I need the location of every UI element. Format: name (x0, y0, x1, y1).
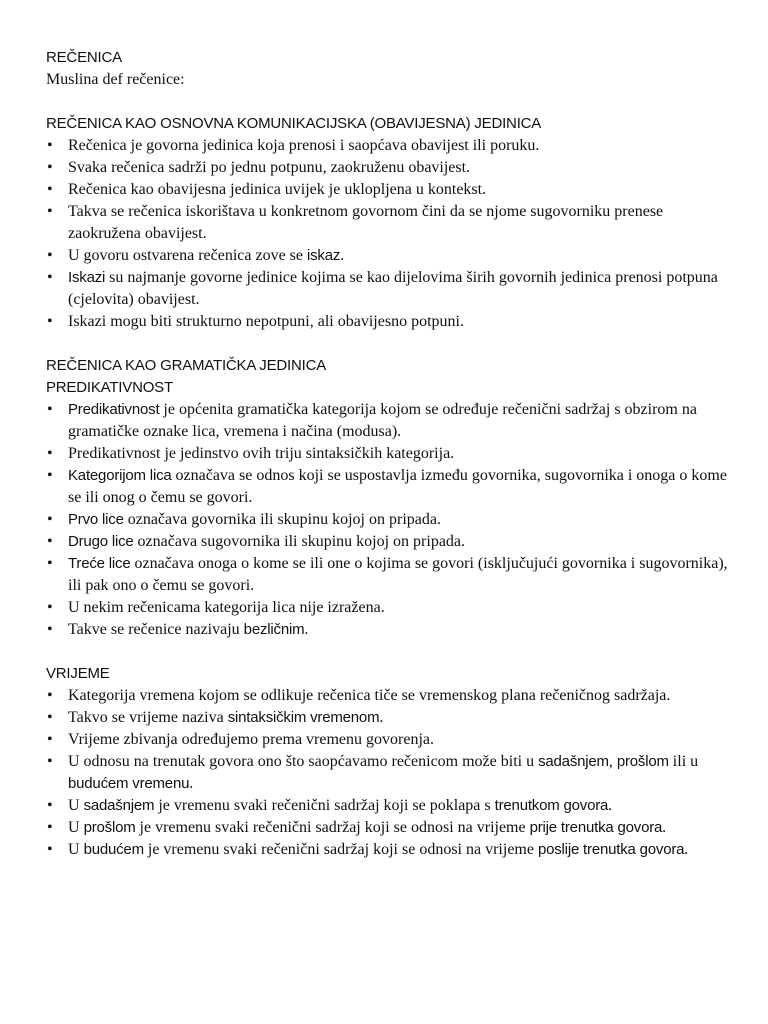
list-item (46, 135, 736, 157)
text-run: Takve se rečenice nazivaju (68, 621, 244, 638)
list-item (46, 795, 736, 817)
text-run: . (379, 709, 384, 726)
text-run: označava sugovornika ili skupinu kojoj on pripada. (133, 533, 466, 550)
text-run: , (608, 753, 617, 770)
bold-term: Predikativnost (68, 401, 160, 418)
text-run: Predikativnost je jedinstvo ovih triju sintaksičkih kategorija. (68, 445, 455, 462)
list-item (46, 201, 736, 245)
list-item (46, 729, 736, 751)
text-run: je vremenu svaki rečenični sadržaj koji se poklapa s (154, 797, 495, 814)
text-run: U govoru ostvarena rečenica zove se (68, 247, 307, 264)
document-page (46, 47, 736, 861)
bold-term: bezličnim (243, 621, 305, 638)
section-heading: REČENICA KAO OSNOVNA KOMUNIKACIJSKA (OBAVIJESNA) JEDINICA (46, 115, 542, 132)
text-run: U (68, 797, 84, 814)
bold-term: budućem (83, 841, 144, 858)
bold-term: poslije trenutka govora (537, 841, 685, 858)
text-run: . (304, 621, 309, 638)
bullet-list (46, 685, 736, 861)
text-run: . (684, 841, 689, 858)
bold-term: sadašnjem (83, 797, 155, 814)
text-run: U odnosu na trenutak govora ono što saopćavamo rečenicom može biti u (68, 753, 539, 770)
bold-term: Kategorijom lica (68, 467, 172, 484)
text-run: označava onoga o kome se ili one o kojima se govori (isključujući govornika i sugovornika), ili pak ono o čemu se govori. (68, 555, 728, 594)
bold-term: iskaz (307, 247, 341, 264)
text-run: . (340, 247, 345, 264)
bold-term: Drugo lice (68, 533, 134, 550)
bullet-list (46, 135, 736, 333)
text-run: . (189, 775, 194, 792)
text-run: Takvo se vrijeme naziva (68, 709, 228, 726)
document-subtitle: Muslina def rečenice: (46, 71, 185, 88)
list-item (46, 553, 736, 597)
text-run: označava se odnos koji se uspostavlja između govornika, sugovornika i onoga o kome se ili onog o čemu se govori. (68, 467, 727, 506)
text-run: je vremenu svaki rečenični sadržaj koji se odnosi na vrijeme (135, 819, 530, 836)
text-run: je vremenu svaki rečenični sadržaj koji se odnosi na vrijeme (143, 841, 538, 858)
text-run: U (68, 819, 84, 836)
list-item (46, 179, 736, 201)
section-heading: VRIJEME (46, 665, 110, 682)
list-item (46, 597, 736, 619)
bold-term: Treće lice (68, 555, 131, 572)
bold-term: prije trenutka govora (529, 819, 663, 836)
list-item (46, 399, 736, 443)
list-item (46, 509, 736, 531)
bold-term: Iskazi (68, 269, 106, 286)
text-run: Rečenica kao obavijesna jedinica uvijek je uklopljena u kontekst. (68, 181, 487, 198)
section-heading: PREDIKATIVNOST (46, 379, 173, 396)
text-run: . (608, 797, 613, 814)
text-run: . (662, 819, 667, 836)
bold-term: Prvo lice (68, 511, 124, 528)
text-run: je općenita gramatička kategorija kojom se određuje rečenični sadržaj s obzirom na gramatičke oznake lica, vremena i načina (modusa). (68, 401, 697, 440)
document-title: REČENICA (46, 49, 122, 66)
section-spacer (46, 641, 736, 663)
bold-term: trenutkom govora (494, 797, 609, 814)
text-run: U (68, 841, 84, 858)
text-run: Iskazi mogu biti strukturno nepotpuni, ali obavijesno potpuni. (68, 313, 464, 330)
bold-term: budućem vremenu (68, 775, 190, 792)
text-run: Vrijeme zbivanja određujemo prema vremenu govorenja. (68, 731, 435, 748)
text-run: ili u (668, 753, 699, 770)
text-run: označava govornika ili skupinu kojoj on pripada. (123, 511, 441, 528)
list-item (46, 707, 736, 729)
bullet-list (46, 399, 736, 641)
list-item (46, 685, 736, 707)
text-run: Kategorija vremena kojom se odlikuje rečenica tiče se vremenskog plana rečeničnog sadržaja. (68, 687, 671, 704)
text-run: Rečenica je govorna jedinica koja prenosi i saopćava obavijest ili poruku. (68, 137, 540, 154)
section-spacer (46, 333, 736, 355)
section (46, 663, 736, 861)
list-item (46, 443, 736, 465)
text-run: su najmanje govorne jedinice kojima se kao dijelovima širih govornih jedinica prenosi potpuna (cjelovita) obavijest. (68, 269, 718, 308)
bold-term: sadašnjem (538, 753, 609, 770)
list-item (46, 817, 736, 839)
bold-term: sintaksičkim vremenom (227, 709, 380, 726)
section-spacer (46, 91, 736, 113)
section (46, 355, 736, 641)
list-item (46, 839, 736, 861)
section (46, 113, 736, 333)
list-item (46, 619, 736, 641)
document-sections (46, 91, 736, 861)
list-item (46, 465, 736, 509)
list-item (46, 245, 736, 267)
list-item (46, 267, 736, 311)
list-item (46, 157, 736, 179)
text-run: Svaka rečenica sadrži po jednu potpunu, zaokruženu obavijest. (68, 159, 471, 176)
text-run: U nekim rečenicama kategorija lica nije izražena. (68, 599, 385, 616)
section-heading: REČENICA KAO GRAMATIČKA JEDINICA (46, 357, 327, 374)
list-item (46, 531, 736, 553)
list-item (46, 751, 736, 795)
bold-term: prošlom (83, 819, 136, 836)
list-item (46, 311, 736, 333)
text-run: Takva se rečenica iskorištava u konkretnom govornom čini da se njome sugovorniku prenese zaokružena obavijest. (68, 203, 664, 242)
bold-term: prošlom (616, 753, 669, 770)
